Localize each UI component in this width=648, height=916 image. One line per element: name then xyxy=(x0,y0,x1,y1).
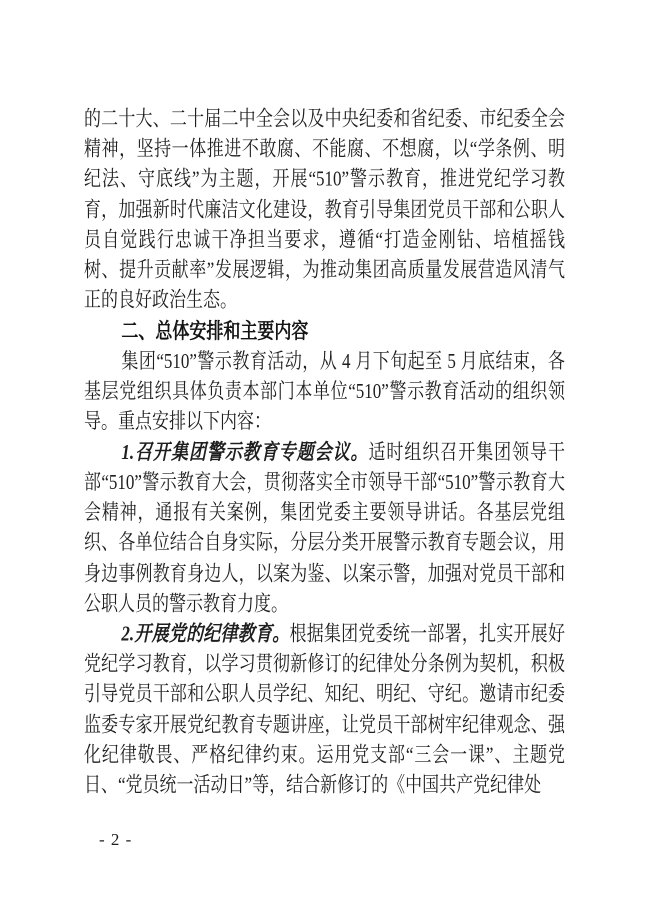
numbered-item-1-lead: 1.召开集团警示教育专题会议。 xyxy=(121,439,369,464)
numbered-item-1 xyxy=(84,437,565,619)
numbered-item-2-lead: 2.开展党的纪律教育。 xyxy=(121,621,290,646)
numbered-item-1-body: 适时组织召开集团领导干部“510”警示教育大会，贯彻落实全市领导干部“510”警示教育大会精神，通报有关案例，集团党委主要领导讲话。各基层党组织、各单位结合自身实际，分层分类开展警示教育专题会议，用身边事例教育身边人，以案为鉴、以案示警，加强对党员干部和公职人员的警示教育力度。 xyxy=(84,439,566,615)
section-heading: 二、总体安排和主要内容 xyxy=(121,318,309,343)
paragraph-continuation: 的二十大、二十届二中全会以及中央纪委和省纪委、市纪委全会精神，坚持一体推进不敢腐、不能腐、不想腐，以“学条例、明纪法、守底线”为主题，开展“510”警示教育，推进党纪学习教育，加强新时代廉洁文化建设，教育引导集团党员干部和公职人员自觉践行忠诚干净担当要求，遵循“打造金刚钻、培植摇钱树、提升贡献率”发展逻辑，为推动集团高质量发展营造风清气正的良好政治生态。 xyxy=(84,106,565,313)
numbered-item-2-body: 根据集团党委统一部署，扎实开展好党纪学习教育，以学习贯彻新修订的纪律处分条例为契机，积极引导党员干部和公职人员学纪、知纪、明纪、守纪。邀请市纪委监委专家开展党纪教育专题讲座，让党员干部树牢纪律观念、强化纪律敬畏、严格纪律约束。运用党支部“三会一课”、主题党日、“党员统一活动日”等，结合新修订的《中国共产党纪律处 xyxy=(84,621,565,797)
page-number: - 2 - xyxy=(99,830,133,849)
paragraph-overview: 集团“510”警示教育活动，从 4 月下旬起至 5 月底结束，各基层党组织具体负责本部门本单位“510”警示教育活动的组织领导。重点安排以下内容： xyxy=(84,348,565,434)
numbered-item-2 xyxy=(84,619,565,801)
document-text-block xyxy=(84,104,565,801)
